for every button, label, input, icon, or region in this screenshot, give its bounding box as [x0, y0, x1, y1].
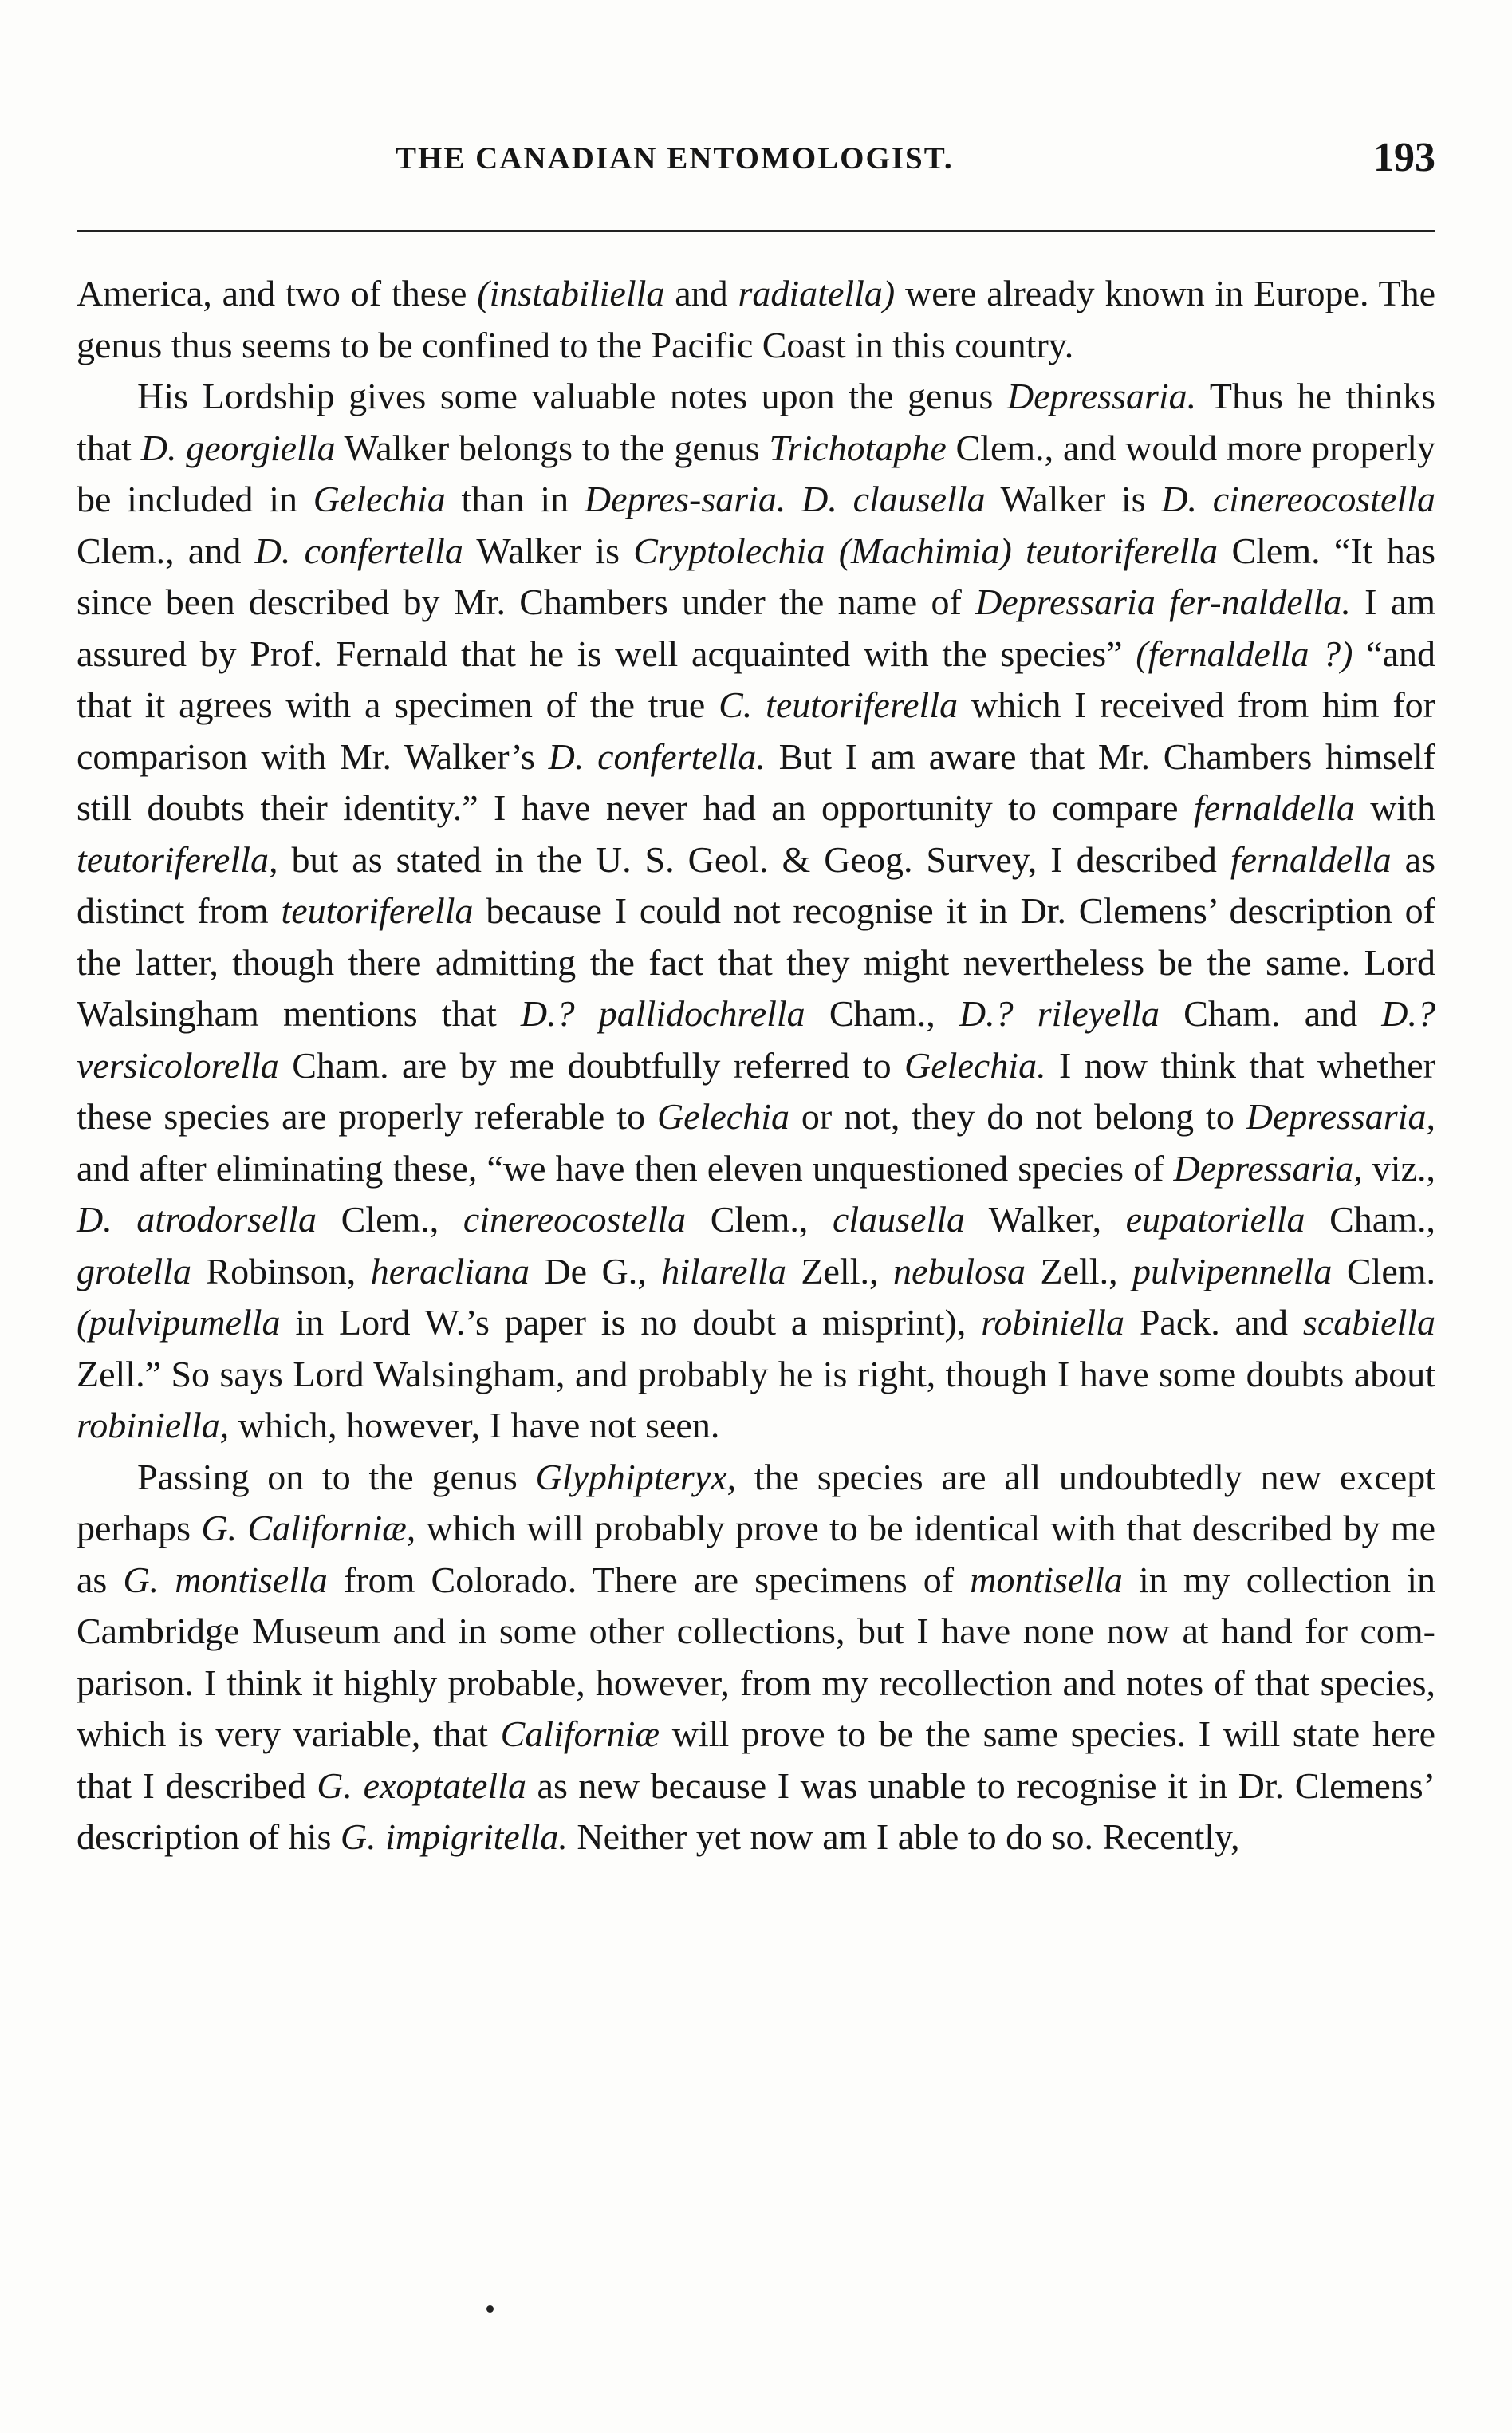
text-run: and	[664, 273, 738, 313]
italic-term: D. atrodorsella	[77, 1199, 317, 1240]
text-run: in my collection in Cambridge Museum and in some other collections, but I have none now at hand for com-parison. I think it highly probable, however, from my recollection and notes of that species, which is very variable, that	[77, 1559, 1435, 1754]
italic-term: clausella	[832, 1199, 966, 1240]
text-run: Zell.” So says Lord Walsingham, and probably he is right, though I have some doubts about	[77, 1353, 1435, 1394]
text-run: were already known in Europe. The genus thus seems to be confined to the Pacific Coast in this country.	[77, 273, 1435, 365]
text-run: Passing on to the genus	[137, 1456, 536, 1497]
text-run: De G.,	[530, 1250, 662, 1291]
text-run: as new because I was unable to recognise it in Dr. Clemens’ description of his	[77, 1765, 1436, 1857]
body-text	[77, 268, 1435, 1863]
text-run: Clem., and	[77, 530, 255, 571]
text-run: Zell.,	[786, 1250, 893, 1291]
page-speck	[486, 2305, 494, 2313]
italic-term: eupatoriella	[1125, 1199, 1305, 1240]
italic-term: grotella	[77, 1250, 191, 1291]
italic-term: Depressaria fer-naldella.	[975, 582, 1351, 622]
italic-term: Gelechia	[313, 479, 446, 519]
text-run: than in	[445, 479, 585, 519]
text-run: Clem., and would more properly be included in	[77, 427, 1436, 519]
paragraph-2	[77, 371, 1435, 1452]
italic-term: D. confertella.	[548, 735, 766, 777]
text-run: Walker belongs to the genus	[335, 427, 770, 468]
text-run: Zell.,	[1026, 1250, 1133, 1291]
italic-term: D. cinereocostella	[1161, 479, 1436, 519]
italic-term: (pulvipumella	[77, 1302, 281, 1343]
text-run: from Colorado. There are specimens of	[327, 1559, 971, 1600]
italic-term: Depres-saria.	[584, 479, 786, 519]
text-run: His Lordship gives some valuable notes upon the genus	[137, 376, 1007, 416]
text-run: Clem.,	[686, 1199, 833, 1240]
text-run: Clem.	[1332, 1250, 1436, 1291]
page-header	[77, 134, 1435, 190]
paragraph-1	[77, 268, 1435, 371]
italic-term: fernaldella	[1193, 787, 1355, 828]
italic-term: cinereocostella	[463, 1199, 687, 1240]
italic-term: radiatella)	[738, 273, 896, 313]
text-run: in Lord W.’s paper is no doubt a misprint),	[280, 1302, 982, 1343]
text-run: Cham.,	[805, 993, 959, 1034]
text-run: But I am aware that Mr. Chambers himself still doubts their identity.” I have never had an opportunity to compare	[77, 735, 1435, 828]
italic-term: fernaldella	[1230, 838, 1392, 880]
italic-term: Depressaria,	[1173, 1147, 1363, 1189]
text-run: viz.,	[1362, 1147, 1435, 1189]
italic-term: scabiella	[1302, 1302, 1435, 1343]
italic-term: Gelechia.	[904, 1044, 1046, 1086]
italic-term: D.? pallidochrella	[520, 993, 805, 1034]
text-run: Pack. and	[1124, 1302, 1303, 1343]
text-run: Clem. “It has since been described by Mr. Chambers under the name of	[77, 530, 1436, 622]
text-run	[786, 479, 801, 519]
italic-term: D. georgiella	[140, 427, 336, 468]
italic-term: teutoriferella,	[77, 838, 278, 880]
text-run: I am assured by Prof. Fernald that he is well acquainted with the species”	[77, 582, 1435, 674]
italic-term: Glyphipteryx,	[535, 1456, 737, 1497]
italic-term: D.? rileyella	[959, 993, 1160, 1034]
text-run: will prove to be the same species. I will state here that I described	[77, 1713, 1435, 1806]
text-run: and after eliminating these, “we have then eleven unquestioned species of	[77, 1147, 1174, 1189]
italic-term: hilarella	[661, 1250, 786, 1291]
text-run: Walker is	[463, 530, 634, 571]
italic-term: pulvipennella	[1132, 1250, 1333, 1291]
text-run: Robinson,	[191, 1250, 371, 1291]
italic-term: teutoriferella	[281, 890, 474, 931]
text-run: which will probably prove to be identical with that described by me as	[77, 1508, 1435, 1600]
italic-term: (instabiliella	[477, 273, 665, 313]
italic-term: Depressaria.	[1006, 376, 1197, 416]
italic-term: Gelechia	[656, 1096, 789, 1137]
text-run: Neither yet now am I able to do so. Recently,	[567, 1816, 1240, 1857]
italic-term: D. clausella	[801, 479, 986, 519]
text-run: Cham. and	[1160, 993, 1382, 1034]
text-run: America, and two of these	[77, 273, 478, 313]
italic-term: robiniella,	[77, 1405, 230, 1445]
text-run: because I could not recognise it in Dr. Clemens’ description of the latter, though there admitting the fact that they might nevertheless be the same. Lord Walsingham mentions that	[77, 890, 1435, 1034]
italic-term: heracliana	[370, 1250, 530, 1291]
italic-term: Trichotaphe	[769, 427, 947, 468]
text-run: Cham.,	[1305, 1199, 1435, 1240]
italic-term: D. confertella	[254, 530, 463, 571]
text-run: but as stated in the U. S. Geol. & Geog. Survey, I described	[278, 838, 1230, 880]
text-run: I now think that whether these species are properly referable to	[77, 1044, 1435, 1137]
text-run: the species are all undoubtedly new except perhaps	[77, 1456, 1435, 1548]
italic-term: G. Californiæ,	[201, 1508, 416, 1548]
italic-term: C. teutoriferella	[719, 684, 959, 725]
text-run: as distinct from	[77, 838, 1435, 931]
text-run: or not, they do not belong to	[789, 1096, 1246, 1137]
italic-term: G. montisella	[123, 1559, 328, 1600]
italic-term: montisella	[970, 1559, 1123, 1600]
italic-term: robiniella	[981, 1302, 1124, 1343]
italic-term: Depressaria,	[1246, 1096, 1435, 1137]
text-run: with	[1354, 787, 1435, 828]
text-run: Thus he thinks that	[77, 376, 1435, 468]
italic-term: G. impigritella.	[340, 1816, 568, 1857]
italic-term: D.? versicolorella	[77, 993, 1435, 1086]
italic-term: nebulosa	[892, 1250, 1026, 1291]
italic-term: (fernaldella ?)	[1136, 633, 1353, 674]
text-run: “and that it agrees with a specimen of the true	[77, 633, 1435, 725]
text-run: which I received from him for comparison with Mr. Walker’s	[77, 684, 1436, 777]
text-run: which, however, I have not seen.	[229, 1405, 720, 1445]
italic-term: Californiæ	[500, 1713, 660, 1754]
italic-term: G. exoptatella	[317, 1765, 526, 1806]
paragraph-3	[77, 1452, 1435, 1863]
running-title: THE CANADIAN ENTOMOLOGIST.	[396, 141, 954, 175]
text-run: Clem.,	[317, 1199, 463, 1240]
text-run: Walker is	[985, 479, 1162, 519]
header-rule	[77, 230, 1435, 232]
italic-term: Cryptolechia (Machimia) teutoriferella	[633, 530, 1219, 571]
page-number: 193	[1373, 135, 1435, 180]
text-run: Cham. are by me doubtfully referred to	[278, 1044, 905, 1086]
text-run: Walker,	[965, 1199, 1126, 1240]
